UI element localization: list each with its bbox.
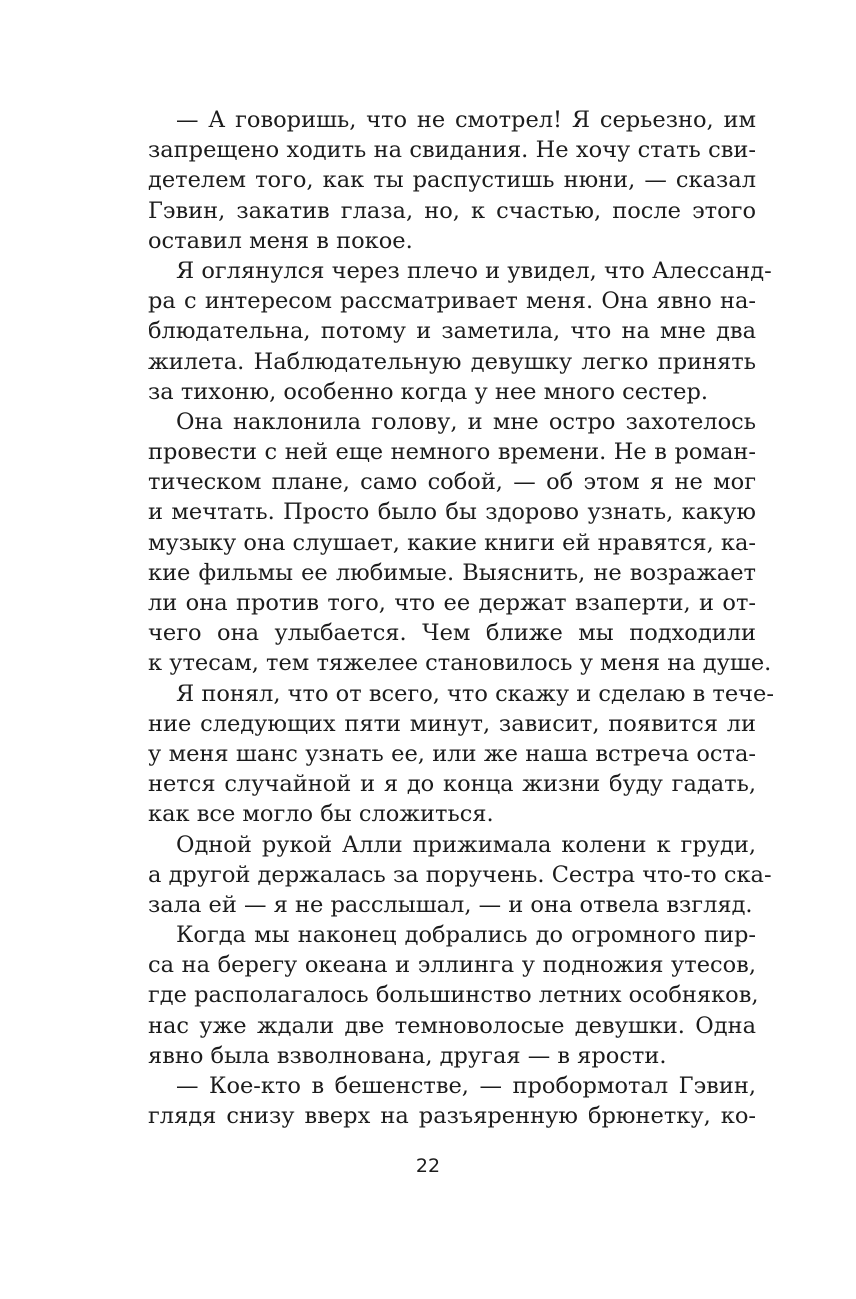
text-line: музыку она слушает, какие книги ей нравятся, ка- [148,529,756,556]
text-line: нется случайной и я до конца жизни буду гадать, [148,771,756,798]
text-line: ра с интересом рассматривает меня. Она явно на- [148,288,756,315]
text-line: кие фильмы ее любимые. Выяснить, не возражает [148,559,756,586]
text-line: ли она против того, что ее держат взаперти, и от- [148,590,756,616]
text-line: как все могло бы сложиться. [148,801,494,828]
text-line: Я оглянулся через плечо и увидел, что Алессанд- [176,257,772,284]
text-line: блюдательна, потому и заметила, что на мне два [148,318,756,345]
text-line: Я понял, что от всего, что скажу и сделаю в тече- [176,680,774,707]
text-line: у меня шанс узнать ее, или же наша встреча оста- [148,740,756,767]
text-line: провести с ней еще немного времени. Не в роман- [148,439,756,466]
text-line: тическом плане, само собой, — об этом я не мог [148,469,756,496]
text-line: а другой держалась за поручень. Сестра что-то ска- [148,861,772,888]
text-line: Одной рукой Алли прижимала колени к груди, [176,831,756,858]
text-line: — А говоришь, что не смотрел! Я серьезно, им [176,107,756,133]
page-number: 22 [415,1155,441,1177]
text-line: к утесам, тем тяжелее становилось у меня на душе. [148,650,772,677]
text-line: Она наклонила голову, и мне остро захотелось [176,408,756,435]
text-line: зала ей — я не расслышал, — и она отвела взгляд. [148,891,753,918]
text-line: где располагалось большинство летних особняков, [148,982,759,1009]
text-line: за тихоню, особенно когда у нее много сестер. [148,378,709,405]
text-line: детелем того, как ты распустишь нюни, — сказал [148,167,756,194]
text-line: ние следующих пяти минут, зависит, появится ли [148,710,756,737]
text-line: Гэвин, закатив глаза, но, к счастью, после этого [148,197,756,224]
text-line: жилета. Наблюдательную девушку легко принять [148,348,756,375]
text-line: — Кое-кто в бешенстве, — пробормотал Гэвин, [176,1073,756,1099]
text-line: оставил меня в покое. [148,227,413,254]
text-line: глядя снизу вверх на разъяренную брюнетку, ко- [148,1103,756,1130]
text-line: нас уже ждали две темноволосые девушки. Одна [148,1012,756,1039]
text-line: чего она улыбается. Чем ближе мы подходили [148,620,756,647]
body-text [148,105,774,1131]
text-line: са на берегу океана и эллинга у подножия утесов, [148,952,756,979]
text-line: и мечтать. Просто было бы здорово узнать, какую [148,499,756,526]
text-line: запрещено ходить на свидания. Не хочу стать сви- [148,137,756,164]
text-line: явно была взволнована, другая — в ярости. [148,1042,667,1069]
text-line: Когда мы наконец добрались до огромного пир- [176,922,756,949]
